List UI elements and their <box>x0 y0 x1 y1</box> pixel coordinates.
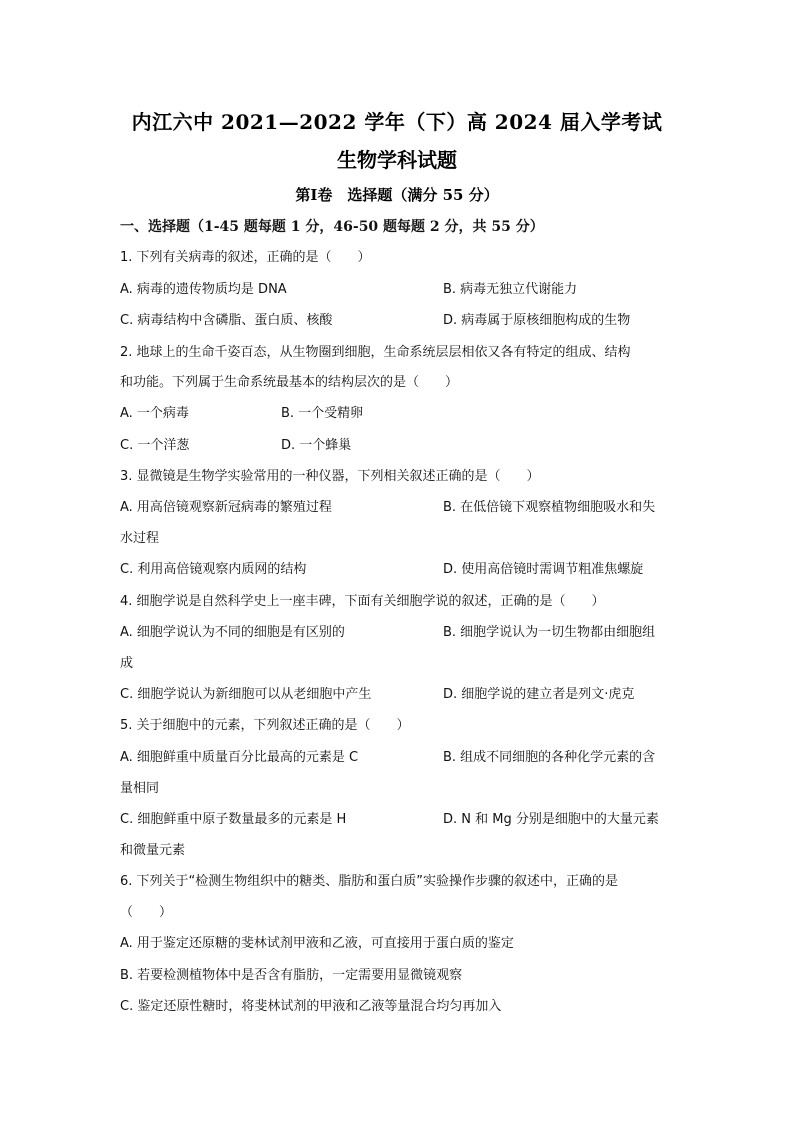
question-stem: 6. 下列关于“检测生物组织中的糖类、脂肪和蛋白质”实验操作步骤的叙述中，正确的是 <box>120 874 619 889</box>
option-c: C. 病毒结构中含磷脂、蛋白质、核酸 <box>120 313 333 328</box>
option-a: A. 细胞学说认为不同的细胞是有区别的 <box>120 625 345 640</box>
option-d-continued: 和微量元素 <box>120 843 186 858</box>
option-b-continued: 水过程 <box>120 531 160 546</box>
option-a: A. 用高倍镜观察新冠病毒的繁殖过程 <box>120 500 332 515</box>
exam-title: 内江六中 2021—2022 学年（下）高 2024 届入学考试 <box>131 110 663 134</box>
option-d: D. 一个蜂巢 <box>281 438 352 453</box>
question-stem: 2. 地球上的生命千姿百态，从生物圈到细胞，生命系统层层相依又各有特定的组成、结构 <box>120 345 631 360</box>
question-stem: 1. 下列有关病毒的叙述，正确的是（ ） <box>120 250 371 265</box>
option-a: A. 用于鉴定还原糖的斐林试剂甲液和乙液，可直接用于蛋白质的鉴定 <box>120 936 514 951</box>
question-stem: （ ） <box>120 905 173 920</box>
option-c: C. 鉴定还原性糖时，将斐林试剂的甲液和乙液等量混合均匀再加入 <box>120 999 502 1014</box>
option-b: B. 组成不同细胞的各种化学元素的含 <box>443 750 656 765</box>
part-heading: 第Ⅰ卷 选择题（满分 55 分） <box>295 186 499 204</box>
option-d: D. 使用高倍镜时需调节粗准焦螺旋 <box>443 562 644 577</box>
option-b-continued: 成 <box>120 656 134 671</box>
question-stem: 5. 关于细胞中的元素，下列叙述正确的是（ ） <box>120 718 410 733</box>
option-c: C. 一个洋葱 <box>120 438 190 453</box>
option-a: A. 一个病毒 <box>120 406 189 421</box>
option-a: A. 病毒的遗传物质均是 DNA <box>120 282 287 297</box>
option-d: D. N 和 Mg 分别是细胞中的大量元素 <box>443 812 659 827</box>
option-b: B. 在低倍镜下观察植物细胞吸水和失 <box>443 500 656 515</box>
question-stem: 和功能。下列属于生命系统最基本的结构层次的是（ ） <box>120 375 459 390</box>
option-b: B. 一个受精卵 <box>281 406 364 421</box>
option-b: B. 细胞学说认为一切生物都由细胞组 <box>443 625 656 640</box>
option-a: A. 细胞鲜重中质量百分比最高的元素是 C <box>120 750 359 765</box>
option-c: C. 细胞学说认为新细胞可以从老细胞中产生 <box>120 687 372 702</box>
option-c: C. 利用高倍镜观察内质网的结构 <box>120 562 307 577</box>
option-d: D. 病毒属于原核细胞构成的生物 <box>443 313 631 328</box>
exam-subtitle: 生物学科试题 <box>337 148 457 172</box>
option-d: D. 细胞学说的建立者是列文·虎克 <box>443 687 635 702</box>
question-stem: 4. 细胞学说是自然科学史上一座丰碑，下面有关细胞学说的叙述，正确的是（ ） <box>120 594 605 609</box>
section-heading: 一、选择题（1-45 题每题 1 分，46-50 题每题 2 分，共 55 分） <box>120 219 544 235</box>
question-stem: 3. 显微镜是生物学实验常用的一种仪器，下列相关叙述正确的是（ ） <box>120 469 540 484</box>
option-b: B. 病毒无独立代谢能力 <box>443 282 578 297</box>
option-b-continued: 量相同 <box>120 781 160 796</box>
option-b: B. 若要检测植物体中是否含有脂肪，一定需要用显微镜观察 <box>120 968 463 983</box>
option-c: C. 细胞鲜重中原子数量最多的元素是 H <box>120 812 347 827</box>
